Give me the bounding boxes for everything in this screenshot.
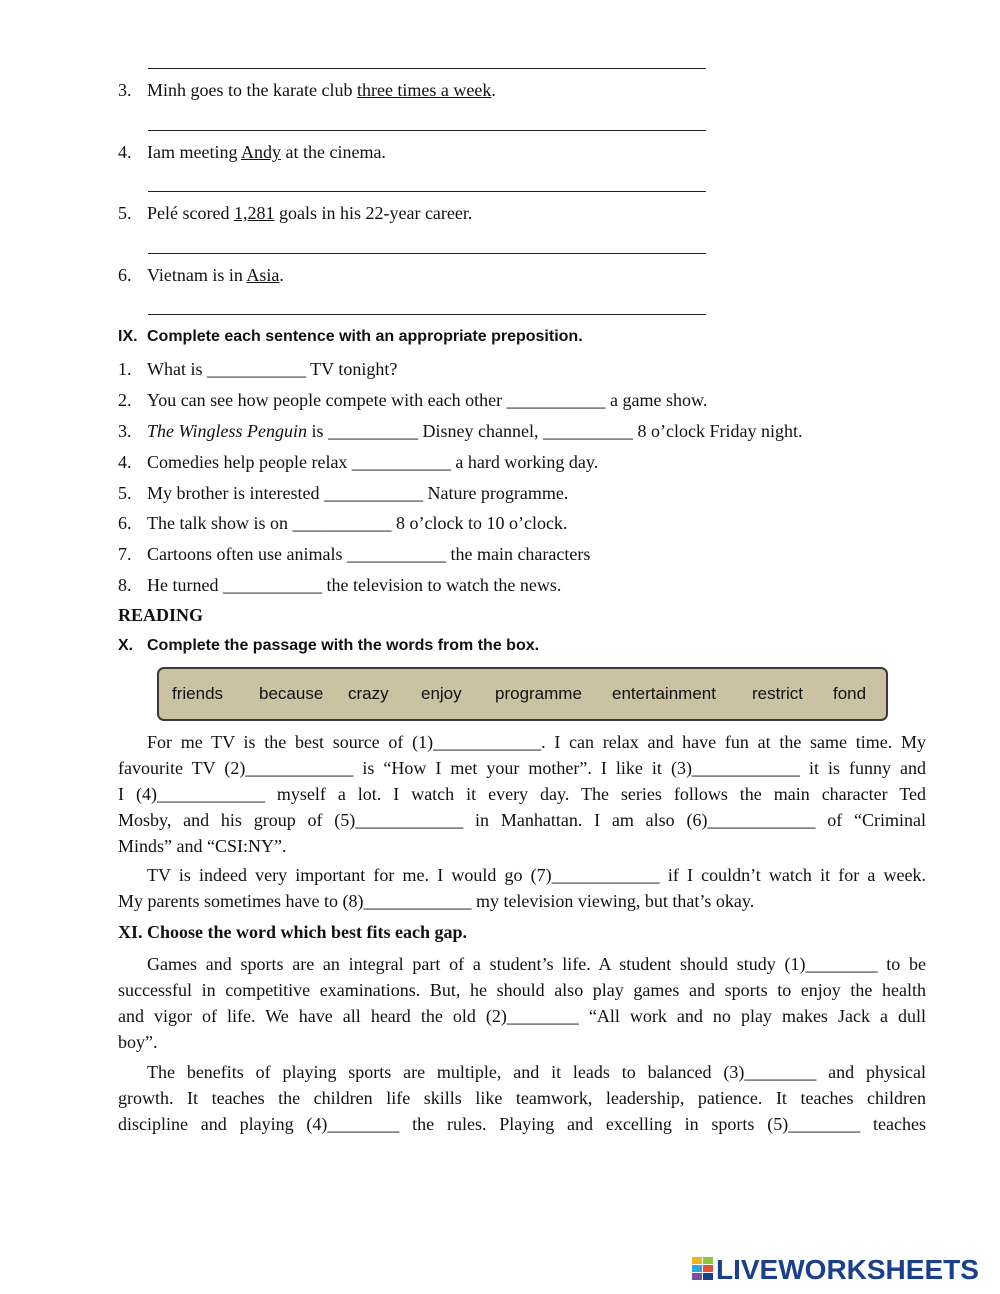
passage-x-paragraph-2 (118, 862, 926, 914)
passage-line: Minds” and “CSI:NY”. (118, 836, 287, 856)
section-number: X. (118, 637, 134, 654)
section-title: Choose the word which best fits each gap. (147, 922, 468, 942)
preposition-item-3[interactable] (118, 419, 802, 443)
item-text: Minh goes to the karate club (147, 80, 357, 100)
item-text: Iam meeting (147, 142, 241, 162)
word-box-item: restrict (752, 684, 803, 703)
item-text: Vietnam is in (147, 265, 247, 285)
preposition-item-1[interactable] (118, 357, 397, 381)
passage-xi-paragraph-1 (118, 951, 926, 1055)
answer-line[interactable] (148, 314, 706, 315)
section-xi-heading (118, 920, 467, 944)
word-box-item: entertainment (612, 684, 716, 703)
underlined-phrase: three times a week (356, 80, 492, 100)
item-number: 4. (118, 452, 132, 472)
show-title: The Wingless Penguin (147, 421, 307, 441)
item-number: 1. (118, 359, 132, 379)
underlined-phrase: Andy (240, 142, 281, 162)
item-number: 6. (118, 513, 132, 533)
passage-line[interactable]: TV is indeed very important for me. I would go (7)____________ if I couldn’t watch it for a week. (147, 865, 926, 885)
item-number: 8. (118, 575, 132, 595)
word-box-item: because (259, 684, 324, 703)
answer-line[interactable] (148, 68, 706, 69)
section-number: IX. (118, 328, 138, 345)
item-text: The talk show is on ___________ 8 o’clock to 10 o’clock. (147, 513, 568, 533)
section-ix-heading (118, 326, 583, 348)
item-text: Comedies help people relax ___________ a hard working day. (147, 452, 599, 472)
item-number: 4. (118, 142, 132, 162)
item-text: What is ___________ TV tonight? (147, 359, 398, 379)
item-text: My brother is interested ___________ Nature programme. (147, 483, 569, 503)
item-text: is __________ Disney channel, __________ 8 o’clock Friday night. (307, 421, 803, 441)
item-number: 6. (118, 265, 132, 285)
passage-x-paragraph-1 (118, 729, 926, 859)
word-box-item: enjoy (421, 684, 462, 703)
preposition-item-2[interactable] (118, 388, 707, 412)
section-title: Complete the passage with the words from the box. (147, 637, 540, 654)
item-text: Cartoons often use animals ___________ the main characters (147, 544, 591, 564)
answer-line[interactable] (148, 130, 706, 131)
word-box-item: friends (172, 684, 224, 703)
passage-line[interactable]: Mosby, and his group of (5)____________ in Manhattan. I am also (6)____________ of “Criminal (118, 810, 926, 830)
section-title: Complete each sentence with an appropriate preposition. (147, 328, 583, 345)
item-number: 2. (118, 390, 132, 410)
item-text: He turned ___________ the television to watch the news. (147, 575, 562, 595)
passage-line[interactable]: Games and sports are an integral part of a student’s life. A student should study (1)________ to be (147, 954, 926, 974)
passage-line[interactable]: favourite TV (2)____________ is “How I met your mother”. I like it (3)____________ it is funny and (118, 758, 926, 778)
item-number: 5. (118, 483, 132, 503)
item-text: goals in his 22-year career. (274, 203, 473, 223)
passage-line: growth. It teaches the children life skills like teamwork, leadership, patience. It teaches children (118, 1088, 926, 1108)
item-text: . (491, 80, 496, 100)
section-x-heading (118, 635, 539, 657)
preposition-item-4[interactable] (118, 450, 598, 474)
section-number: XI. (118, 922, 143, 942)
preposition-item-5[interactable] (118, 481, 568, 505)
rewrite-item-5 (118, 201, 472, 225)
item-number: 7. (118, 544, 132, 564)
rewrite-item-3 (118, 78, 496, 102)
passage-xi-paragraph-2 (118, 1059, 926, 1137)
passage-line[interactable]: and vigor of life. We have all heard the old (2)________ “All work and no play makes Jack a dull (118, 1006, 926, 1026)
answer-line[interactable] (148, 253, 706, 254)
liveworksheets-logo[interactable] (692, 1255, 988, 1285)
passage-line[interactable]: discipline and playing (4)________ the rules. Playing and excelling in sports (5)________ teaches (118, 1114, 926, 1134)
passage-line[interactable]: My parents sometimes have to (8)____________ my television viewing, but that’s okay. (118, 891, 755, 911)
preposition-item-7[interactable] (118, 542, 590, 566)
item-number: 3. (118, 421, 132, 441)
word-box-item: programme (495, 684, 582, 703)
logo-blocks-icon (692, 1257, 714, 1281)
preposition-item-8[interactable] (118, 573, 561, 597)
reading-heading: READING (118, 605, 204, 625)
passage-line[interactable]: For me TV is the best source of (1)____________. I can relax and have fun at the same time. My (147, 732, 926, 752)
word-box (157, 667, 888, 721)
passage-line: successful in competitive examinations. But, he should also play games and sports to enjoy the health (118, 980, 926, 1000)
word-box-item: crazy (348, 684, 389, 703)
passage-line: boy”. (118, 1032, 158, 1052)
answer-line[interactable] (148, 191, 706, 192)
passage-line[interactable]: I (4)____________ myself a lot. I watch it every day. The series follows the main character Ted (118, 784, 926, 804)
item-text: at the cinema. (280, 142, 386, 162)
item-number: 5. (118, 203, 132, 223)
passage-line[interactable]: The benefits of playing sports are multiple, and it leads to balanced (3)________ and physical (147, 1062, 926, 1082)
item-text: . (279, 265, 284, 285)
item-text: You can see how people compete with each other ___________ a game show. (147, 390, 708, 410)
underlined-phrase: 1,281 (233, 203, 275, 223)
item-number: 3. (118, 80, 132, 100)
rewrite-item-6 (118, 263, 284, 287)
underlined-phrase: Asia (246, 265, 280, 285)
item-text: Pelé scored (147, 203, 234, 223)
word-box-item: fond (833, 684, 867, 703)
preposition-item-6[interactable] (118, 511, 567, 535)
rewrite-item-4 (118, 140, 386, 164)
logo-text: LIVEWORKSHEETS (716, 1254, 979, 1285)
